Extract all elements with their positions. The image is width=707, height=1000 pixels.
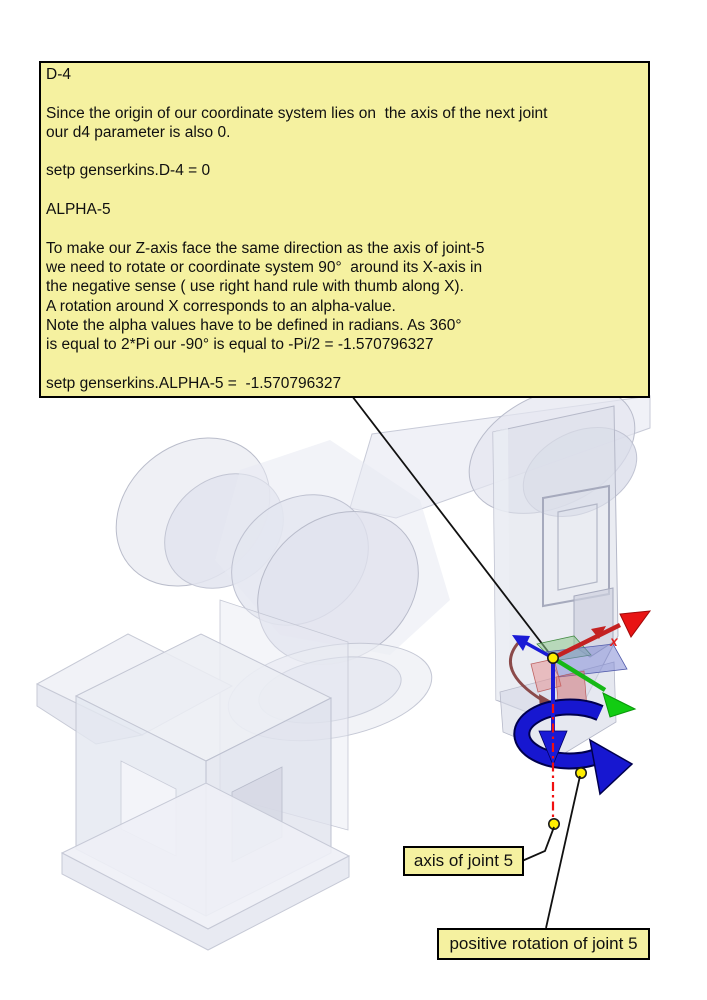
note-line: our d4 parameter is also 0. (46, 123, 231, 141)
origin-point (548, 653, 558, 663)
note-line: D-4 (46, 66, 71, 83)
rotation-label-leader-line (546, 776, 580, 928)
note-line (46, 85, 646, 104)
note-line: To make our Z-axis face the same direction as the axis of joint-5 (46, 239, 485, 257)
x-axis-arrowhead-icon (620, 611, 650, 637)
note-line: A rotation around X corresponds to an alpha-value. (46, 297, 396, 315)
rotation-ring-arrowhead-icon (590, 740, 632, 794)
note-line: we need to rotate or coordinate system 90° around its X-axis in (46, 258, 483, 276)
note-line (46, 355, 646, 374)
note-line: is equal to 2*Pi our -90° is equal to -Pi/2 = -1.570796327 (46, 336, 434, 354)
note-line: setp genserkins.D-4 = 0 (46, 162, 211, 180)
rotation-point (576, 768, 586, 778)
note-line: the negative sense ( use right hand rule with thumb along X). (46, 278, 464, 296)
note-line (46, 143, 646, 162)
x-axis-label: x (610, 633, 618, 649)
note-line: Note the alpha values have to be defined in radians. As 360° (46, 316, 462, 334)
note-line (46, 182, 646, 201)
axis-label-leader-line (522, 827, 554, 861)
axis-of-joint-5-label: axis of joint 5 (403, 846, 524, 876)
positive-rotation-of-joint-5-label: positive rotation of joint 5 (437, 928, 650, 960)
note-line (46, 220, 646, 239)
note-box (39, 61, 650, 398)
note-line: setp genserkins.ALPHA-5 = -1.570796327 (46, 374, 342, 392)
note-line: ALPHA-5 (46, 201, 111, 219)
note-line: Since the origin of our coordinate system lies on the axis of the next joint (46, 104, 548, 122)
